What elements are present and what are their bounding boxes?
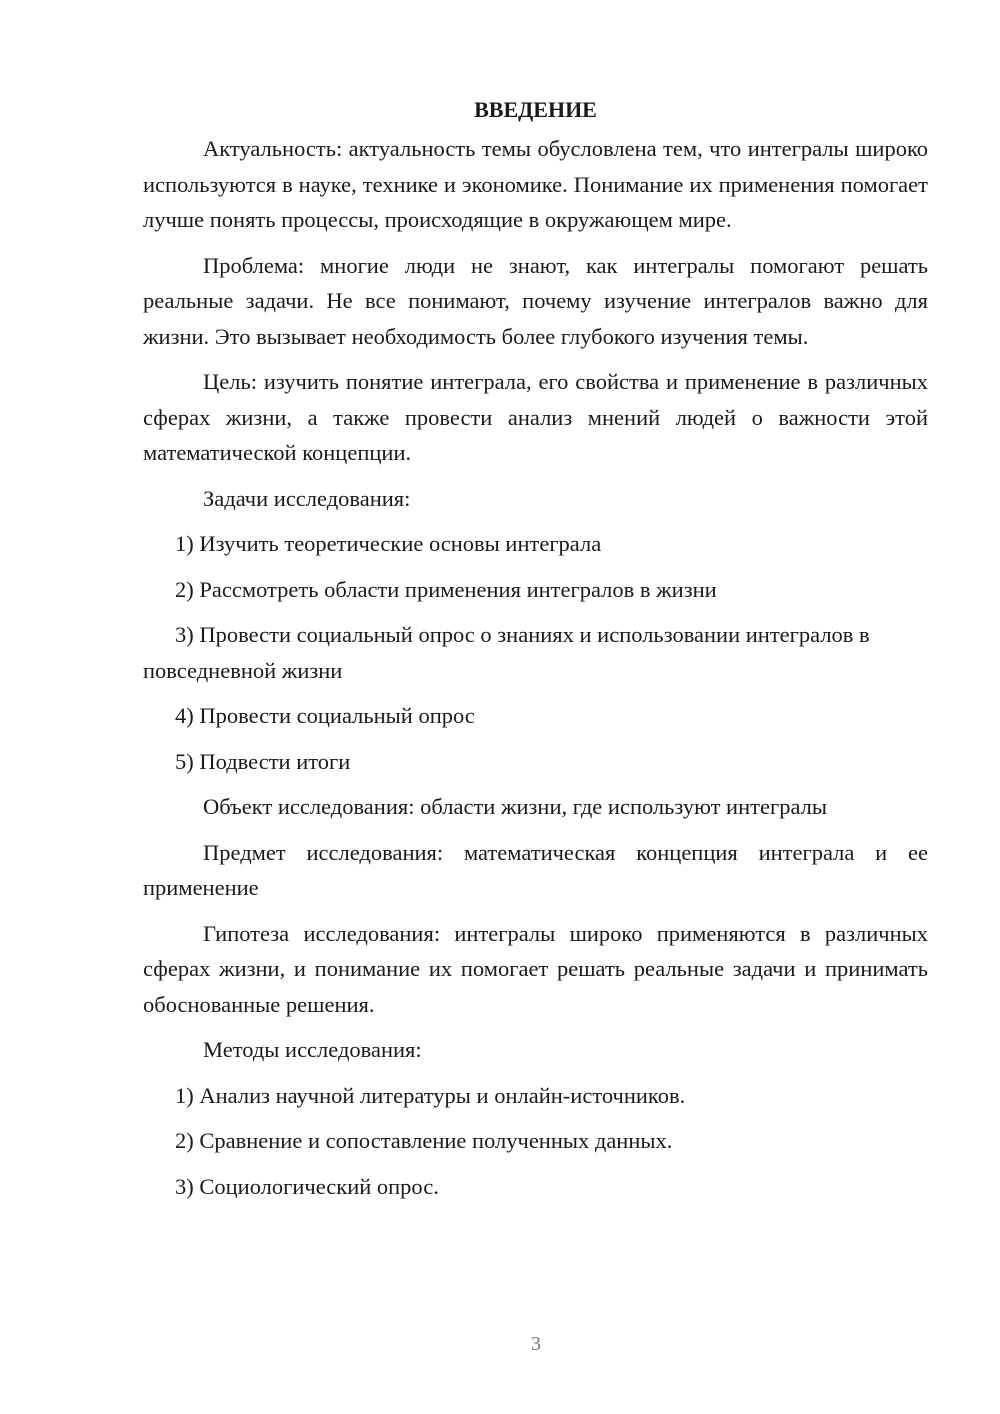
problem-paragraph: Проблема: многие люди не знают, как интегралы помогают решать реальные задачи. Не все понимают, почему изучение интегралов важно для жизни. Это вызывает необходимость более глубокого изучения темы. — [143, 252, 928, 349]
task-item-4: 4) Провести социальный опрос — [175, 703, 475, 728]
page-number: 3 — [531, 1333, 541, 1355]
method-item-2: 2) Сравнение и сопоставление полученных данных. — [175, 1128, 673, 1153]
subject-paragraph: Предмет исследования: математическая концепция интеграла и ее применение — [143, 839, 928, 900]
section-heading: ВВЕДЕНИЕ — [474, 97, 597, 122]
object-paragraph: Объект исследования: области жизни, где используют интегралы — [203, 794, 827, 819]
task-item-3: 3) Провести социальный опрос о знаниях и использовании интегралов в повседневной жизни — [143, 622, 870, 683]
method-item-1: 1) Анализ научной литературы и онлайн-источников. — [175, 1082, 686, 1108]
goal-paragraph: Цель: изучить понятие интеграла, его свойства и применение в различных сферах жизни, а также провести анализ мнений людей о важности этой математической концепции. — [143, 369, 928, 465]
hypothesis-paragraph: Гипотеза исследования: интегралы широко применяются в различных сферах жизни, и понимание их помогает решать реальные задачи и принимать обоснованные решения. — [143, 920, 928, 1017]
method-item-3: 3) Социологический опрос. — [175, 1173, 439, 1199]
task-item-1: 1) Изучить теоретические основы интеграла — [175, 531, 602, 556]
methods-label: Методы исследования: — [203, 1037, 422, 1062]
page-content — [143, 92, 928, 1214]
tasks-label: Задачи исследования: — [203, 485, 411, 511]
relevance-paragraph: Актуальность: актуальность темы обусловлена тем, что интегралы широко используются в науке, технике и экономике. Понимание их применения помогает лучше понять процессы, происходящие в окружающем мире. — [143, 136, 928, 232]
task-item-2: 2) Рассмотреть области применения интегралов в жизни — [175, 576, 717, 602]
task-item-5: 5) Подвести итоги — [175, 748, 351, 774]
